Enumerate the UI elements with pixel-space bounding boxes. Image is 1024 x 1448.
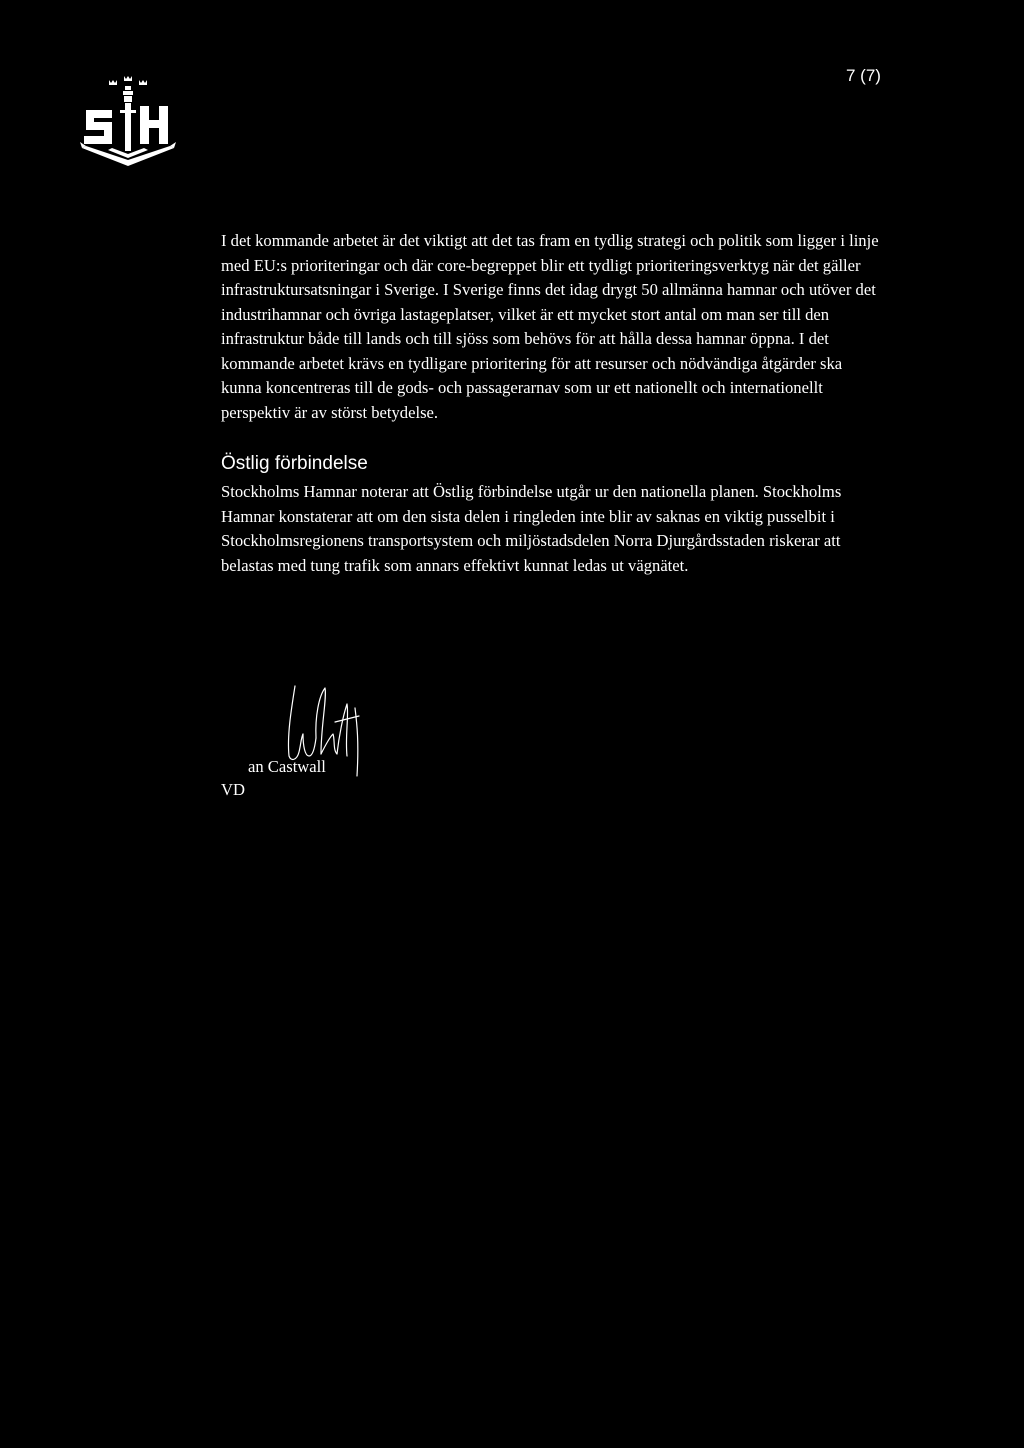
page-number: 7 (7) [846,66,881,85]
section-heading: Östlig förbindelse [221,453,368,474]
document-body [221,229,879,578]
anchor-tower-logo-icon [78,74,178,174]
signer-title: VD [221,780,245,799]
signer-name: an Castwall [248,757,326,776]
body-paragraph-strategy: I det kommande arbetet är det viktigt att det tas fram en tydlig strategi och politik som ligger i linje med EU:s prioriteringar och där core-begreppet blir ett tydligt prioriteringsverktyg när det gäller infrastruktursatsningar i Sverige. I Sverige finns det idag drygt 50 allmänna hamnar och utöver det industrihamnar och övriga lastageplatser, vilket är ett mycket stort antal om man ser till den infrastruktur både till lands och till sjöss som behövs för att hålla dessa hamnar öppna. I det kommande arbetet krävs en tydligare prioritering för att resurser och nödvändiga åtgärder ska kunna koncentreras till de gods- och passagerarnav som ur ett nationellt och internationellt perspektiv är av störst betydelse. [221,231,879,422]
body-paragraph-ostlig-forbindelse: Stockholms Hamnar noterar att Östlig förbindelse utgår ur den nationella planen. Stockholms Hamnar konstaterar att om den sista delen i ringleden inte blir av saknas en viktig pusselbit i Stockholmsregionens transportsystem och miljöstadsdelen Norra Djurgårdsstaden riskerar att belastas med tung trafik som annars effektivt kunnat ledas ut vägnätet. [221,482,842,575]
